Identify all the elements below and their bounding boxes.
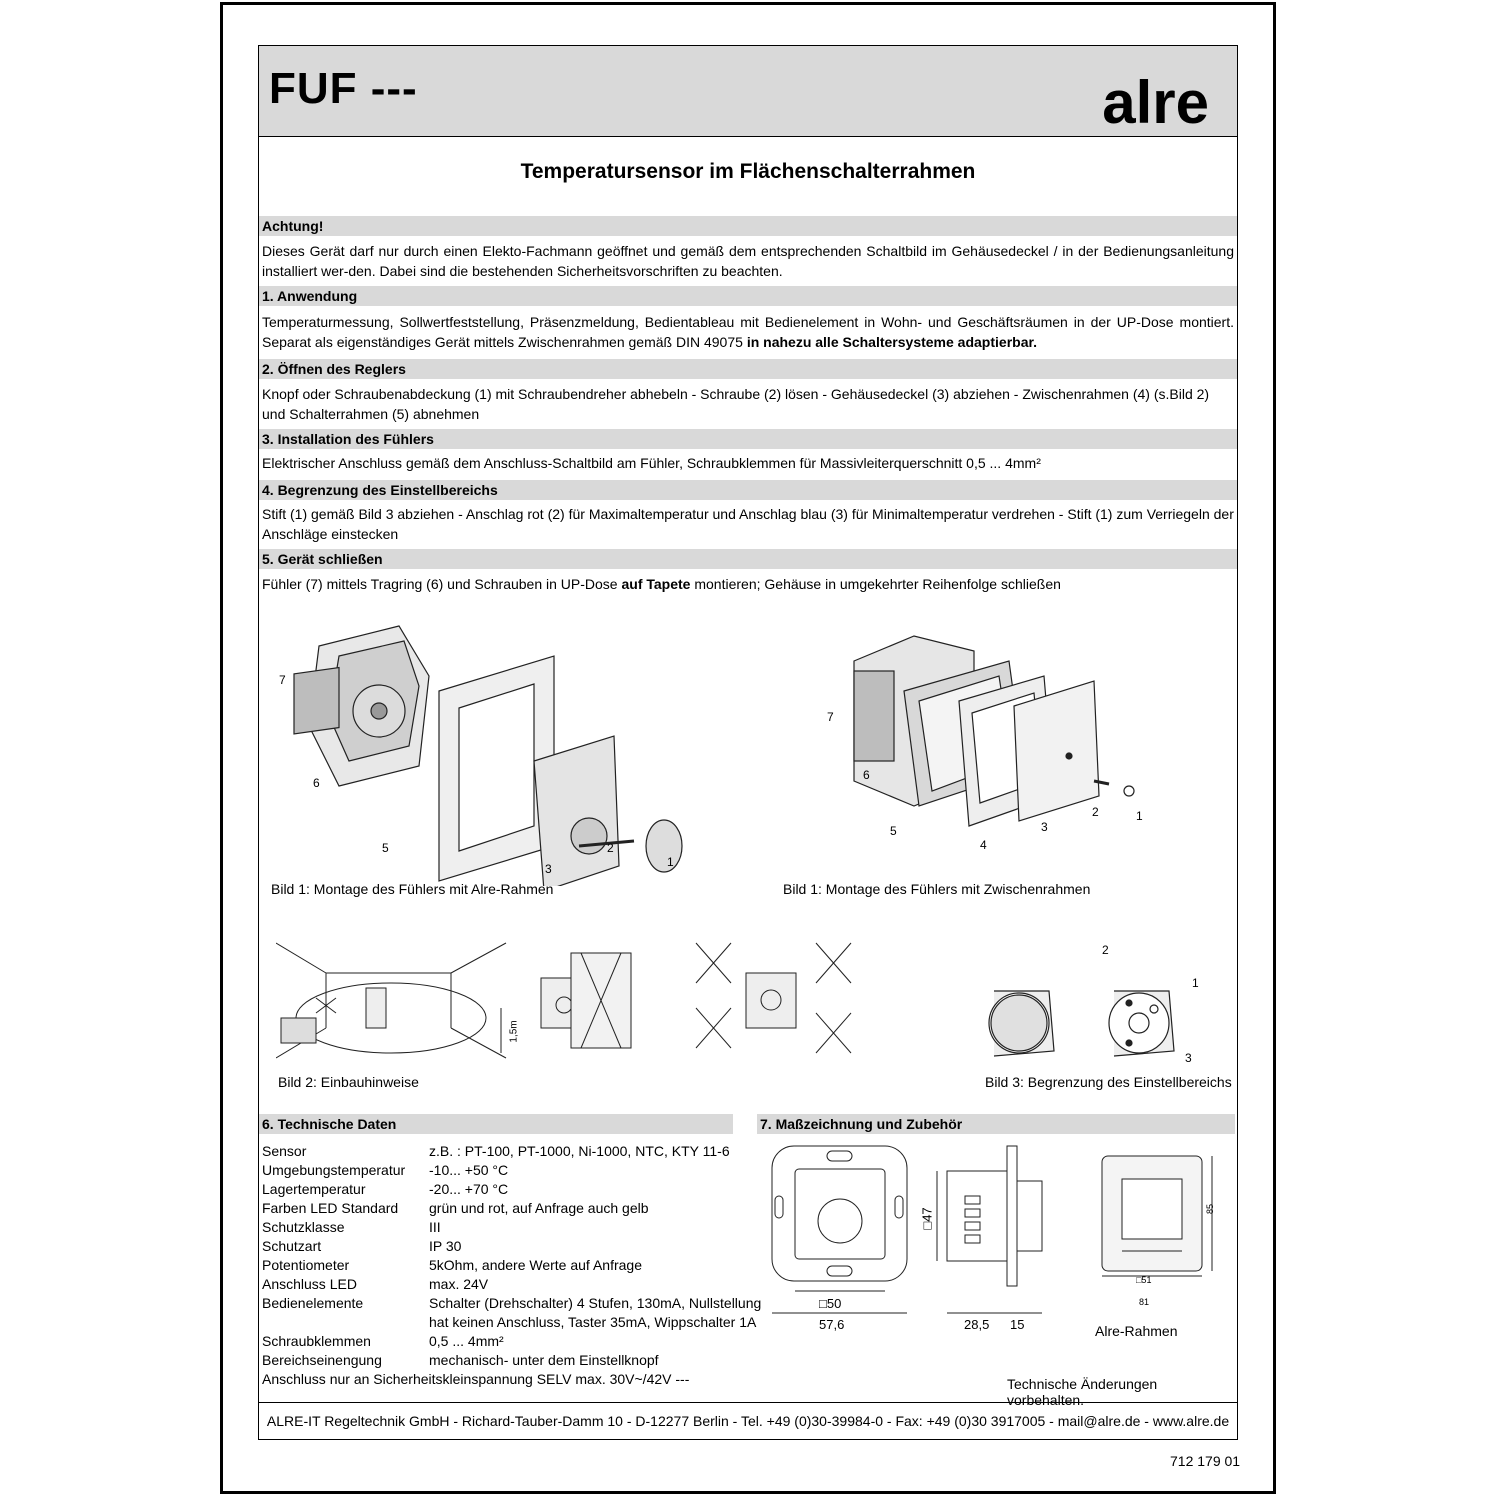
tech-value: hat keinen Anschluss, Taster 35mA, Wippschalter 1A <box>429 1314 757 1330</box>
bild1b-label-2: 2 <box>1092 805 1099 819</box>
section-text-anwendung <box>262 312 1234 352</box>
heading-text: 1. Anwendung <box>262 288 358 304</box>
anwendung-text: Temperaturmessung, Sollwertfeststellung, Präsenzmeldung, Bedientableau mit Bedienelement in Wohn- und Geschäftsräumen in der UP-Dose montiert. Separat als eigenständiges Gerät mittels Zwischenrahmen gemäß DIN 49075 <box>262 314 1234 350</box>
page-title: Temperatursensor im Flächenschalterrahmen <box>520 160 976 183</box>
bild1a-label-7: 7 <box>279 673 286 687</box>
tech-key: Farben LED Standard <box>262 1200 399 1216</box>
tech-key: Bereichseinengung <box>262 1352 382 1368</box>
datasheet <box>258 45 1238 1440</box>
figure-bild2-einbauhinweise <box>276 938 866 1063</box>
dim-15: 15 <box>1010 1317 1025 1332</box>
section-heading-anwendung <box>259 286 1237 306</box>
bild3-label-1: 1 <box>1192 976 1199 990</box>
figure-bild3-begrenzung <box>979 981 1209 1066</box>
section-heading-schliessen: 5. Gerät schließen <box>259 549 1237 569</box>
schliessen-text-b: montieren; Gehäuse in umgekehrter Reihenfolge schließen <box>690 576 1061 592</box>
tech-key: Bedienelemente <box>262 1295 364 1311</box>
bild1a-label-5: 5 <box>382 841 389 855</box>
section-text-begrenzung: Stift (1) gemäß Bild 3 abziehen - Anschlag rot (2) für Maximaltemperatur und Anschlag blau (3) für Minimaltemperatur verdrehen - Stift (1) zum Verriegeln der Anschläge einstecken <box>262 506 1234 542</box>
alre-rahmen-label: Alre-Rahmen <box>1095 1323 1178 1339</box>
tech-key: Schraubklemmen <box>262 1333 371 1349</box>
footer-divider <box>259 1402 1237 1403</box>
bild1b-label-1: 1 <box>1136 809 1143 823</box>
bild1b-label-3: 3 <box>1041 820 1048 834</box>
tech-key: Schutzklasse <box>262 1219 345 1235</box>
tech-value: z.B. : PT-100, PT-1000, Ni-1000, NTC, KTY 11-6 <box>429 1143 730 1159</box>
document-number: 712 179 01 <box>1170 1453 1241 1469</box>
tech-value: IP 30 <box>429 1238 462 1254</box>
schliessen-bold: auf Tapete <box>621 576 691 592</box>
model-title: FUF --- <box>269 64 418 113</box>
bild1a-label-1: 1 <box>667 855 674 869</box>
section-text-schliessen <box>262 574 1234 594</box>
figure-bild1-zwischenrahmen <box>844 631 1164 846</box>
tech-value: -20... +70 °C <box>429 1181 509 1197</box>
dim-85: 85 <box>1205 1203 1216 1215</box>
bild3-label-3: 3 <box>1185 1051 1192 1065</box>
dim-57-6: 57,6 <box>819 1317 845 1332</box>
bild1b-label-4: 4 <box>980 838 987 852</box>
bild1a-label-3: 3 <box>545 862 552 876</box>
section-heading-begrenzung: 4. Begrenzung des Einstellbereichs <box>259 480 1237 500</box>
figure-dimension-drawing <box>767 1141 1217 1341</box>
dim-28-5: 28,5 <box>964 1317 990 1332</box>
header-bar <box>259 46 1237 137</box>
brand-logo: alre <box>1102 69 1209 136</box>
tech-key: Sensor <box>262 1143 307 1159</box>
tech-value: Schalter (Drehschalter) 4 Stufen, 130mA, Nullstellung <box>429 1295 762 1311</box>
section-heading-tech: 6. Technische Daten <box>259 1114 733 1134</box>
tech-value: max. 24V <box>429 1276 489 1292</box>
tech-key: Lagertemperatur <box>262 1181 366 1197</box>
caption-bild1a: Bild 1: Montage des Fühlers mit Alre-Rahmen <box>271 881 554 897</box>
tech-value: 0,5 ... 4mm² <box>429 1333 504 1349</box>
section-heading-achtung: Achtung! <box>259 216 1237 236</box>
section-heading-oeffnen: 2. Öffnen des Reglers <box>259 359 1237 379</box>
bild2-height-label: 1,5m <box>508 1020 520 1043</box>
tech-value: III <box>429 1219 441 1235</box>
section-text-achtung: Dieses Gerät darf nur durch einen Elekto-Fachmann geöffnet und gemäß dem entsprechenden Schaltbild im Gehäusedeckel / in der Bedienungsanleitung installiert wer-den. Dabei sind die bestehenden Sicherheitsvorschriften zu beachten. <box>262 243 1234 279</box>
caption-bild3: Bild 3: Begrenzung des Einstellbereichs <box>985 1074 1232 1090</box>
caption-bild2: Bild 2: Einbauhinweise <box>278 1074 419 1090</box>
dim-81: 81 <box>1139 1297 1150 1307</box>
dim-51: □51 <box>1136 1275 1152 1285</box>
bild1b-label-7: 7 <box>827 710 834 724</box>
tech-value: -10... +50 °C <box>429 1162 509 1178</box>
tech-key: Schutzart <box>262 1238 322 1254</box>
schliessen-text-a: Fühler (7) mittels Tragring (6) und Schrauben in UP-Dose <box>262 576 622 592</box>
tech-key: Potentiometer <box>262 1257 350 1273</box>
figure-bild1-alre-rahmen <box>279 616 699 886</box>
bild1b-label-5: 5 <box>890 824 897 838</box>
tech-key: Anschluss LED <box>262 1276 357 1292</box>
bild3-label-2: 2 <box>1102 943 1109 957</box>
tech-value: mechanisch- unter dem Einstellknopf <box>429 1352 659 1368</box>
bild1a-label-2: 2 <box>607 841 614 855</box>
section-heading-dims: 7. Maßzeichnung und Zubehör <box>757 1114 1235 1134</box>
tech-value: 5kOhm, andere Werte auf Anfrage <box>429 1257 642 1273</box>
selv-text: Anschluss nur an Sicherheitskleinspannung SELV max. 30V~/42V --- <box>262 1371 690 1387</box>
caption-bild1b: Bild 1: Montage des Fühlers mit Zwischenrahmen <box>783 881 1091 897</box>
section-heading-installation: 3. Installation des Fühlers <box>259 429 1237 449</box>
footer-contact: ALRE-IT Regeltechnik GmbH - Richard-Tauber-Damm 10 - D-12277 Berlin - Tel. +49 (0)30-39984-0 - Fax: +49 (0)30 3917005 - mail@alre.de - www.alre.de <box>266 1413 1230 1429</box>
section-text-oeffnen: Knopf oder Schraubenabdeckung (1) mit Schraubendreher abhebeln - Schraube (2) lösen - Gehäusedeckel (3) abziehen - Zwischenrahmen (4) (s.Bild 2) und Schalterrahmen (5) abnehmen <box>262 386 1210 422</box>
bild1a-label-6: 6 <box>313 776 320 790</box>
tech-key: Umgebungstemperatur <box>262 1162 406 1178</box>
dim-47: □47 <box>919 1207 935 1230</box>
section-text-installation: Elektrischer Anschluss gemäß dem Anschluss-Schaltbild am Fühler, Schraubklemmen für Massivleiterquerschnitt 0,5 ... 4mm² <box>262 455 1041 471</box>
tech-value: grün und rot, auf Anfrage auch gelb <box>429 1200 649 1216</box>
anwendung-bold: in nahezu alle Schaltersysteme adaptierbar. <box>746 334 1038 350</box>
bild1b-label-6: 6 <box>863 768 870 782</box>
dim-50: □50 <box>819 1296 842 1311</box>
technical-changes-note: Technische Änderungen vorbehalten. <box>1007 1376 1158 1408</box>
